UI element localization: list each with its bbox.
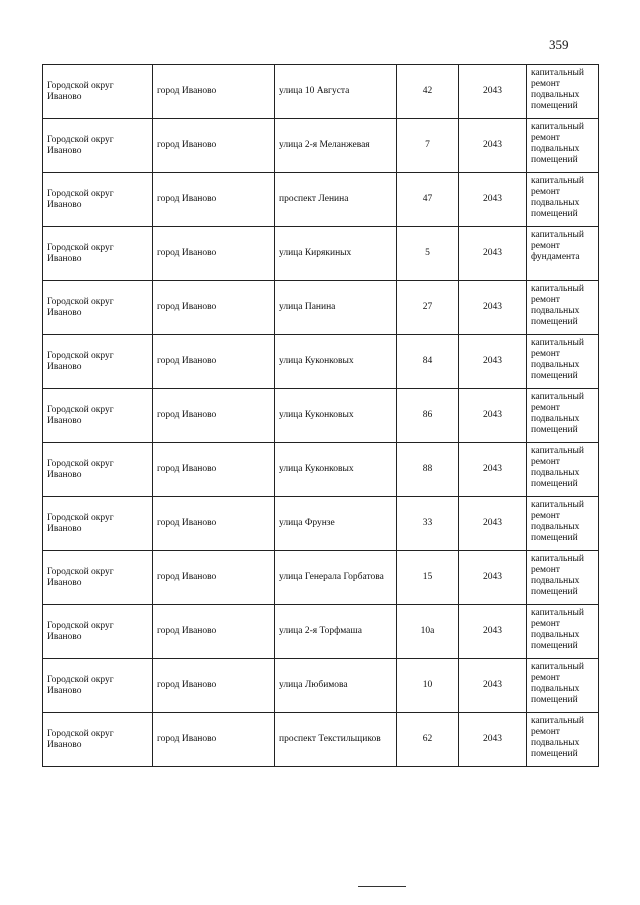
- district-cell: Городской округ Иваново: [43, 551, 153, 605]
- city-cell: город Иваново: [153, 65, 275, 119]
- house-number-cell: 10а: [397, 605, 459, 659]
- city-cell: город Иваново: [153, 389, 275, 443]
- table-row: [43, 227, 599, 281]
- city-cell: город Иваново: [153, 551, 275, 605]
- district-cell: Городской округ Иваново: [43, 713, 153, 767]
- work-type-cell: капитальный ремонт подвальных помещений: [527, 335, 599, 389]
- district-cell: Городской округ Иваново: [43, 443, 153, 497]
- city-cell: город Иваново: [153, 335, 275, 389]
- year-cell: 2043: [459, 443, 527, 497]
- city-cell: город Иваново: [153, 227, 275, 281]
- district-cell: Городской округ Иваново: [43, 173, 153, 227]
- table-row: [43, 551, 599, 605]
- work-type-cell: капитальный ремонт подвальных помещений: [527, 659, 599, 713]
- house-number-cell: 33: [397, 497, 459, 551]
- year-cell: 2043: [459, 551, 527, 605]
- work-type-cell: капитальный ремонт подвальных помещений: [527, 281, 599, 335]
- city-cell: город Иваново: [153, 173, 275, 227]
- table-row: [43, 659, 599, 713]
- district-cell: Городской округ Иваново: [43, 227, 153, 281]
- house-number-cell: 62: [397, 713, 459, 767]
- work-type-cell: капитальный ремонт подвальных помещений: [527, 605, 599, 659]
- work-type-cell: капитальный ремонт подвальных помещений: [527, 443, 599, 497]
- district-cell: Городской округ Иваново: [43, 389, 153, 443]
- registry-table: [42, 64, 599, 767]
- work-type-cell: капитальный ремонт подвальных помещений: [527, 65, 599, 119]
- street-cell: улица Панина: [275, 281, 397, 335]
- house-number-cell: 15: [397, 551, 459, 605]
- city-cell: город Иваново: [153, 713, 275, 767]
- district-cell: Городской округ Иваново: [43, 119, 153, 173]
- street-cell: улица 10 Августа: [275, 65, 397, 119]
- district-cell: Городской округ Иваново: [43, 659, 153, 713]
- year-cell: 2043: [459, 713, 527, 767]
- district-cell: Городской округ Иваново: [43, 335, 153, 389]
- work-type-cell: капитальный ремонт подвальных помещений: [527, 119, 599, 173]
- street-cell: улица Генерала Горбатова: [275, 551, 397, 605]
- city-cell: город Иваново: [153, 497, 275, 551]
- district-cell: Городской округ Иваново: [43, 605, 153, 659]
- street-cell: улица 2-я Меланжевая: [275, 119, 397, 173]
- district-cell: Городской округ Иваново: [43, 497, 153, 551]
- table-row: [43, 713, 599, 767]
- house-number-cell: 47: [397, 173, 459, 227]
- house-number-cell: 7: [397, 119, 459, 173]
- house-number-cell: 27: [397, 281, 459, 335]
- page-number: 359: [549, 37, 569, 52]
- year-cell: 2043: [459, 605, 527, 659]
- street-cell: улица Куконковых: [275, 389, 397, 443]
- footer-rule: [358, 886, 406, 887]
- year-cell: 2043: [459, 119, 527, 173]
- city-cell: город Иваново: [153, 443, 275, 497]
- district-cell: Городской округ Иваново: [43, 65, 153, 119]
- house-number-cell: 88: [397, 443, 459, 497]
- work-type-cell: капитальный ремонт подвальных помещений: [527, 389, 599, 443]
- year-cell: 2043: [459, 659, 527, 713]
- registry-body: [43, 65, 599, 767]
- year-cell: 2043: [459, 497, 527, 551]
- house-number-cell: 42: [397, 65, 459, 119]
- year-cell: 2043: [459, 281, 527, 335]
- house-number-cell: 10: [397, 659, 459, 713]
- street-cell: улица Фрунзе: [275, 497, 397, 551]
- table-row: [43, 497, 599, 551]
- street-cell: улица 2-я Торфмаша: [275, 605, 397, 659]
- table-row: [43, 119, 599, 173]
- street-cell: улица Любимова: [275, 659, 397, 713]
- street-cell: улица Куконковых: [275, 443, 397, 497]
- year-cell: 2043: [459, 389, 527, 443]
- table-row: [43, 443, 599, 497]
- city-cell: город Иваново: [153, 605, 275, 659]
- work-type-cell: капитальный ремонт подвальных помещений: [527, 497, 599, 551]
- house-number-cell: 5: [397, 227, 459, 281]
- year-cell: 2043: [459, 65, 527, 119]
- work-type-cell: капитальный ремонт фундамента: [527, 227, 599, 281]
- house-number-cell: 84: [397, 335, 459, 389]
- work-type-cell: капитальный ремонт подвальных помещений: [527, 551, 599, 605]
- street-cell: улица Куконковых: [275, 335, 397, 389]
- table-row: [43, 389, 599, 443]
- work-type-cell: капитальный ремонт подвальных помещений: [527, 173, 599, 227]
- house-number-cell: 86: [397, 389, 459, 443]
- street-cell: улица Кирякиных: [275, 227, 397, 281]
- table-row: [43, 605, 599, 659]
- city-cell: город Иваново: [153, 119, 275, 173]
- table-row: [43, 65, 599, 119]
- street-cell: проспект Ленина: [275, 173, 397, 227]
- city-cell: город Иваново: [153, 659, 275, 713]
- year-cell: 2043: [459, 227, 527, 281]
- table-row: [43, 173, 599, 227]
- table-row: [43, 335, 599, 389]
- district-cell: Городской округ Иваново: [43, 281, 153, 335]
- street-cell: проспект Текстильщиков: [275, 713, 397, 767]
- city-cell: город Иваново: [153, 281, 275, 335]
- year-cell: 2043: [459, 335, 527, 389]
- work-type-cell: капитальный ремонт подвальных помещений: [527, 713, 599, 767]
- table-row: [43, 281, 599, 335]
- year-cell: 2043: [459, 173, 527, 227]
